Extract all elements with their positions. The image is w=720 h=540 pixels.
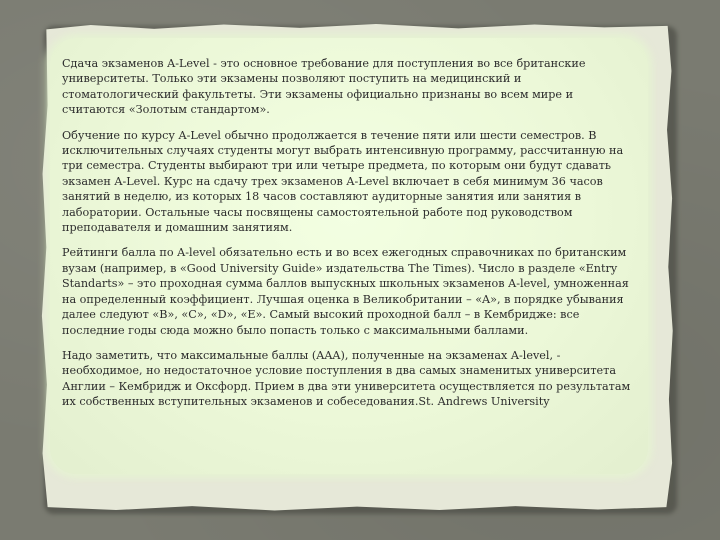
paragraph-ratings: Рейтинги балла по A-level обязательно есть и во всех ежегодных справочниках по британским вузам (например, в «Good University Guide» издательства The Times). Число в разделе «Entry Standarts» – это проходная сумма баллов выпускных школьных экзаменов A-level, умноженная на определенный коэффициент. Лучшая оценка в Великобритании – «A», в порядке убывания далее следуют «B», «C», «D», «E». Самый высокий проходной балл – в Кембридже: все последние годы сюда можно было попасть только с максимальными баллами. — [62, 246, 629, 337]
paragraph-a-level-intro: Сдача экзаменов A-Level - это основное требование для поступления во все британские университеты. Только эти экзамены позволяют поступить на медицинский и стоматологический факультеты. Эти экзамены официально признаны во всем мире и считаются «Золотым стандартом». — [62, 57, 586, 117]
paragraph-oxbridge-admission: Надо заметить, что максимальные баллы (AAA), полученные на экзаменах A-level, - необходимое, но недостаточное условие поступления в два самых знаменитых университета Англии – Кембридж и Оксфорд. Прием в два эти университета осуществляется по результатам их собственных вступительных экзаменов и собеседования.St. Andrews University — [62, 348, 631, 409]
text-block — [62, 56, 637, 410]
paragraph-study-duration: Обучение по курсу A-Level обычно продолжается в течение пяти или шести семестров. В исключительных случаях студенты могут выбрать интенсивную программу, рассчитанную на три семестра. Студенты выбирают три или четыре предмета, по которым они будут сдавать экзамен A-Level. Курс на сдачу трех экзаменов A-Level включает в себя минимум 36 часов занятий в неделю, из которых 18 часов составляют аудиторные занятия или занятия в лаборатории. Остальные часы посвящены самостоятельной работе под руководством преподавателя и домашним занятиям. — [62, 128, 624, 235]
